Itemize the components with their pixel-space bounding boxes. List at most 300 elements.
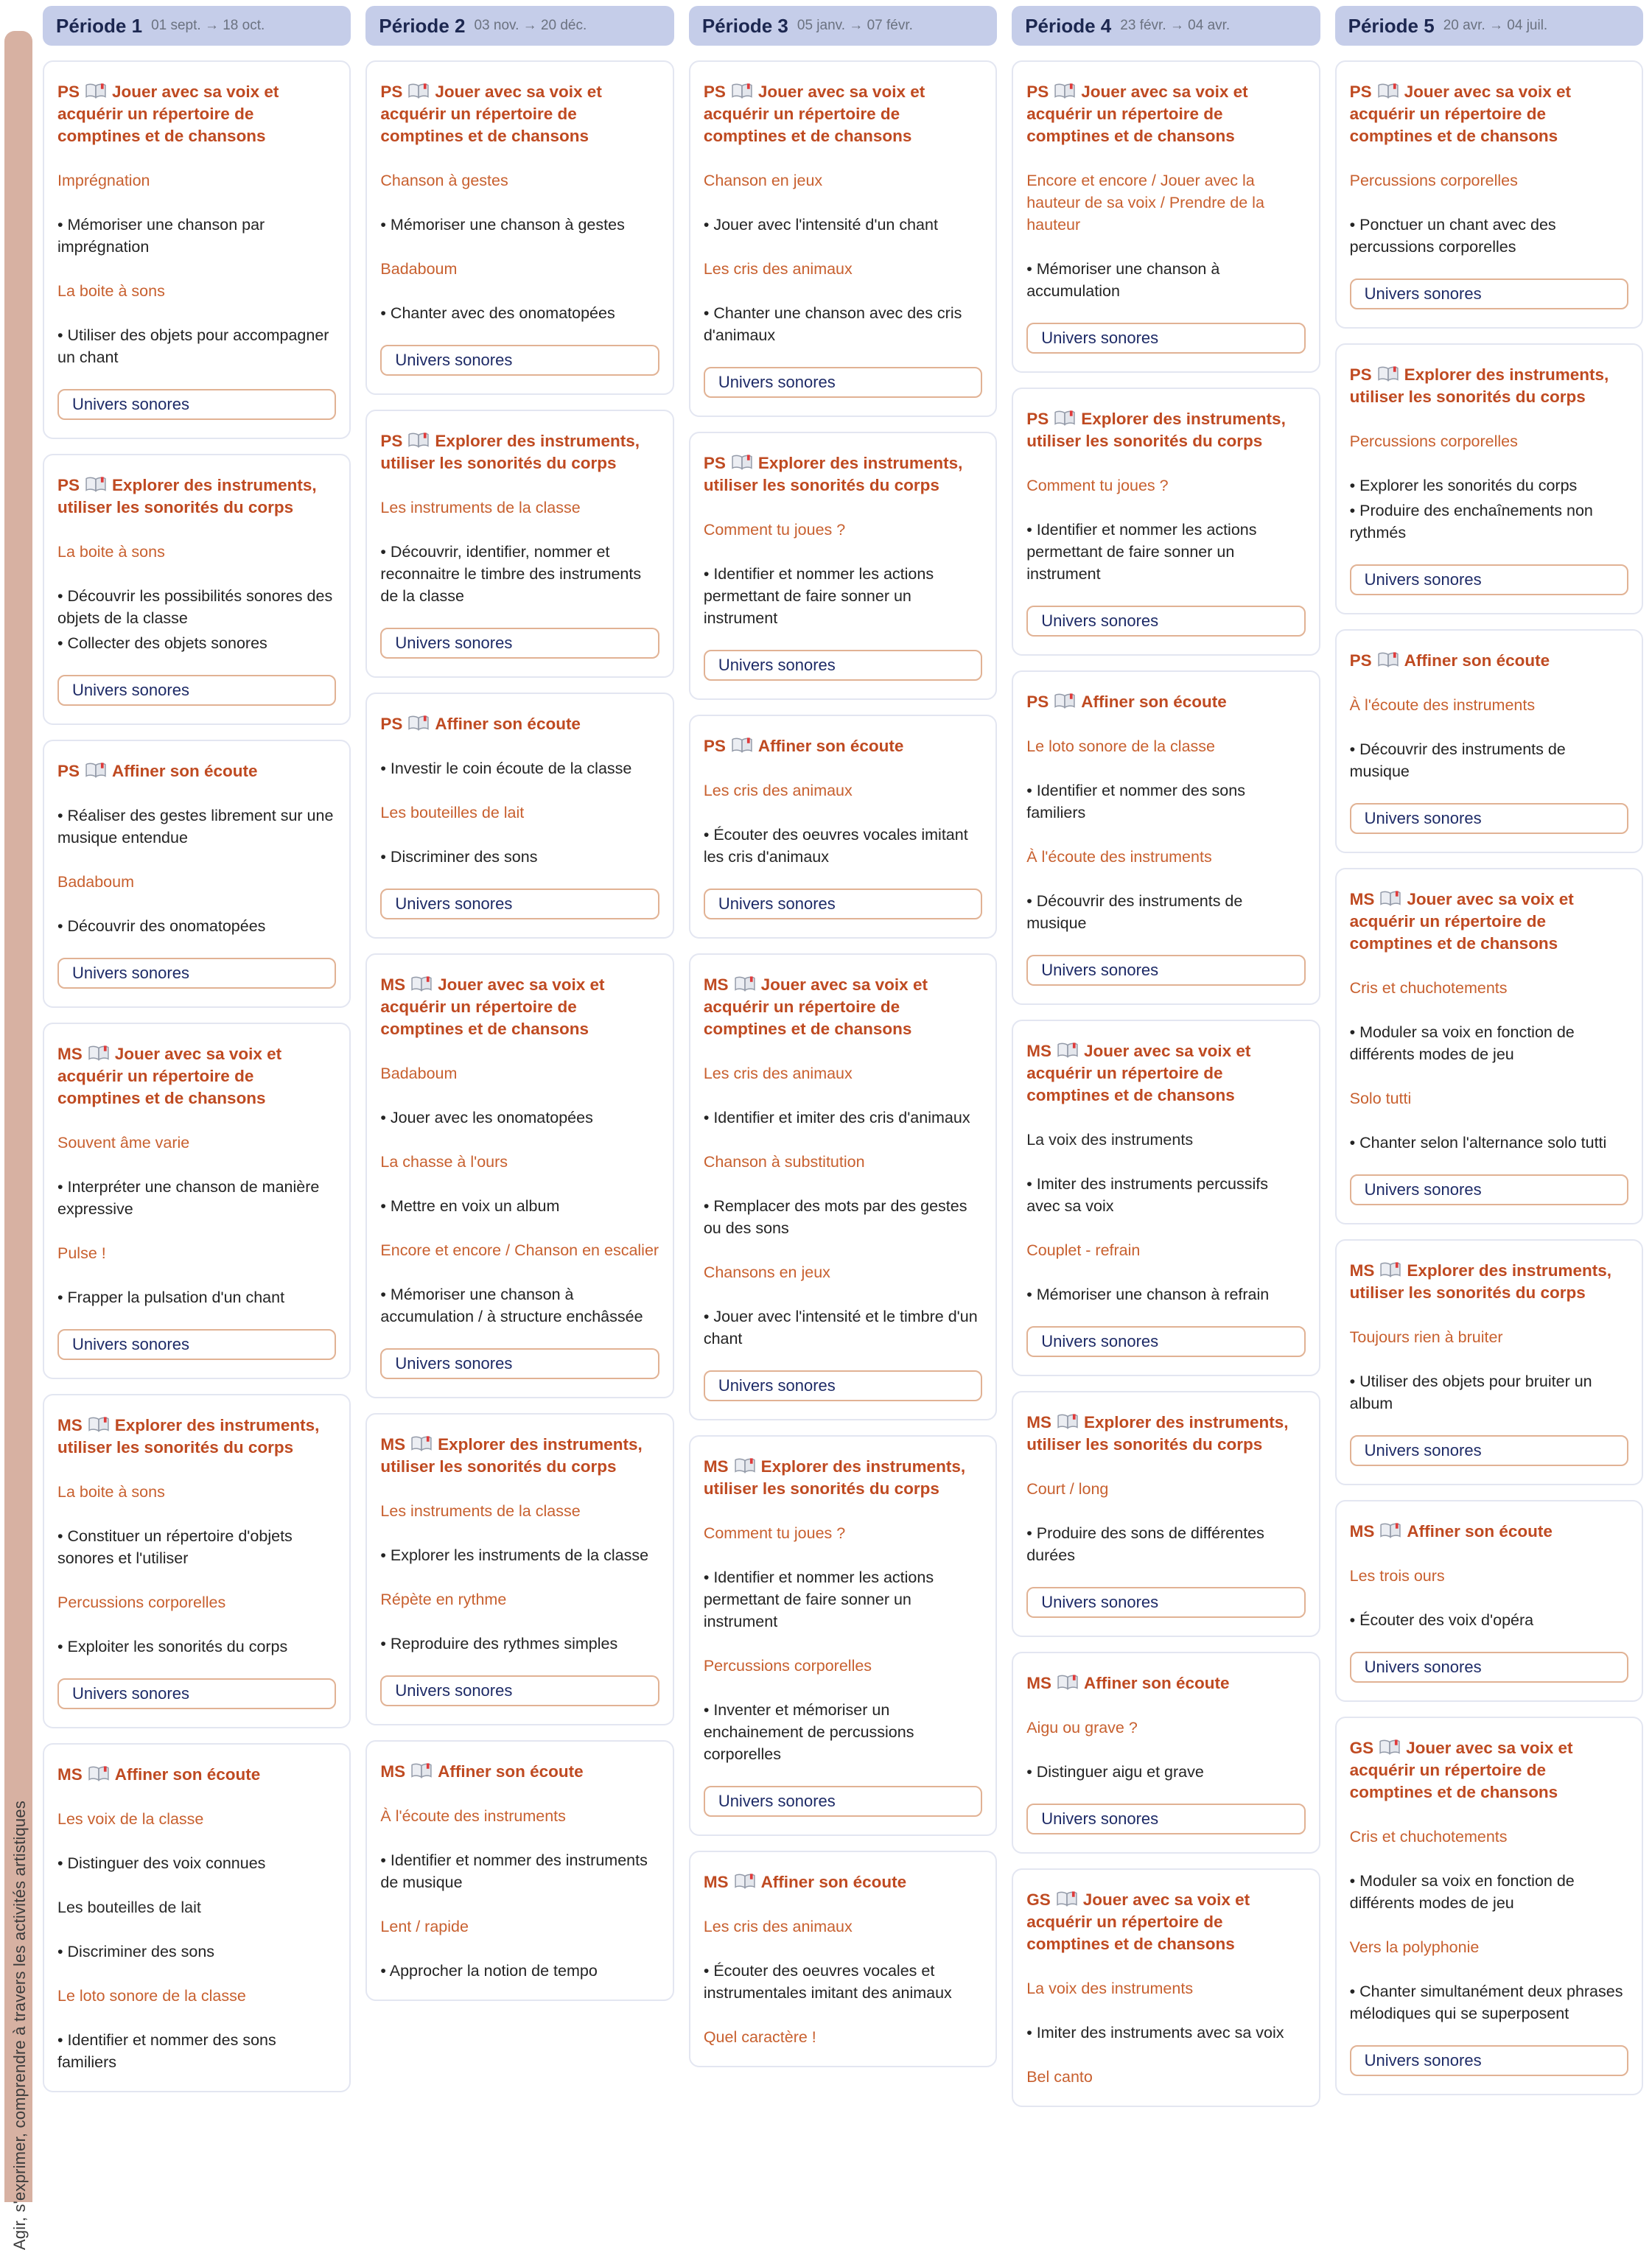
objective-bullet: • Découvrir les possibilités sonores des objets de la classe	[57, 585, 336, 629]
period-name: Période 2	[379, 14, 466, 37]
activity-card	[689, 715, 997, 939]
open-book-icon	[731, 83, 753, 100]
activity-link[interactable]: Les cris des animaux	[703, 1065, 853, 1082]
objective-bullet: • Identifier et nommer les actions permettant de faire sonner un instrument	[1026, 519, 1305, 585]
objective-bullet: • Jouer avec l'intensité et le timbre d'un chant	[704, 1306, 982, 1350]
open-book-icon	[1057, 1042, 1079, 1059]
activity-card	[689, 953, 997, 1420]
card-title[interactable]	[1350, 889, 1628, 955]
objective-bullet: • Moduler sa voix en fonction de différents modes de jeu	[1350, 1870, 1628, 1914]
period-name: Période 5	[1348, 14, 1435, 37]
card-title-text: Explorer des instruments, utiliser les sonorités du corps	[57, 1416, 320, 1457]
open-book-icon	[1057, 1674, 1079, 1692]
open-book-icon	[85, 762, 107, 779]
activity-link[interactable]: Les bouteilles de lait	[380, 804, 525, 821]
card-level: PS	[380, 715, 403, 733]
objective-bullet: • Réaliser des gestes librement sur une musique entendue	[57, 805, 336, 849]
activity-link[interactable]: Pulse !	[57, 1244, 106, 1262]
card-title-text: Jouer avec sa voix et acquérir un répertoire de comptines et de chansons	[703, 83, 925, 145]
objective-bullet: • Jouer avec les onomatopées	[380, 1107, 659, 1129]
open-book-icon	[1379, 1522, 1401, 1540]
univers-sonores-tag[interactable]: Univers sonores	[1026, 1804, 1305, 1834]
open-book-icon	[731, 737, 753, 754]
open-book-icon	[410, 1435, 433, 1453]
activity-link[interactable]: Lent / rapide	[380, 1918, 469, 1935]
card-title[interactable]	[704, 452, 982, 497]
objective-bullet: • Approcher la notion de tempo	[380, 1960, 659, 1982]
card-title-text: Jouer avec sa voix et acquérir un répertoire de comptines et de chansons	[1349, 1739, 1573, 1801]
card-title[interactable]	[380, 430, 659, 474]
card-title[interactable]	[1350, 81, 1628, 147]
activity-link[interactable]: À l'écoute des instruments	[1349, 696, 1536, 714]
open-book-icon	[85, 476, 107, 494]
card-level: MS	[1026, 1674, 1051, 1692]
activity-link[interactable]: La boite à sons	[57, 1483, 165, 1501]
card-level: PS	[57, 762, 80, 780]
univers-sonores-tag[interactable]: Univers sonores	[57, 958, 336, 989]
objective-bullet: • Utiliser des objets pour accompagner un chant	[57, 324, 336, 368]
open-book-icon	[1379, 1261, 1401, 1279]
card-level: PS	[703, 454, 726, 472]
card-title[interactable]	[1350, 1260, 1628, 1304]
open-book-icon	[1056, 1890, 1078, 1908]
objective-bullet: • Mémoriser une chanson à accumulation / à structure enchâssée	[380, 1283, 659, 1328]
activity-link[interactable]: Percussions corporelles	[1349, 432, 1518, 450]
univers-sonores-tag[interactable]: Univers sonores	[1026, 955, 1305, 986]
card-title-text: Explorer des instruments, utiliser les sonorités du corps	[1026, 410, 1286, 450]
open-book-icon	[85, 83, 107, 100]
objective-bullet: • Imiter des instruments avec sa voix	[1026, 2022, 1305, 2044]
open-book-icon	[410, 975, 433, 993]
objective-bullet: • Chanter une chanson avec des cris d'animaux	[704, 302, 982, 346]
card-level: MS	[703, 1873, 729, 1891]
card-title-text: Affiner son écoute	[1407, 1522, 1553, 1541]
open-book-icon	[410, 1762, 433, 1780]
objective-bullet: • Mettre en voix un album	[380, 1195, 659, 1217]
activity-card	[1335, 343, 1643, 614]
activity-link[interactable]: Cris et chuchotements	[1349, 1828, 1508, 1846]
univers-sonores-tag[interactable]: Univers sonores	[704, 650, 982, 681]
card-body	[1350, 430, 1628, 595]
card-level: PS	[703, 83, 726, 101]
objective-bullet: • Identifier et nommer des sons familiers	[57, 2029, 336, 2073]
sidebar-label: Agir, s'exprimer, comprendre à travers les activités artistiques	[10, 1800, 29, 2250]
objective-bullet: • Identifier et nommer les actions permettant de faire sonner un instrument	[704, 563, 982, 629]
activity-link[interactable]: Chanson en jeux	[703, 172, 823, 189]
open-book-icon	[407, 83, 430, 100]
period-dates: 03 nov. → 20 déc.	[474, 18, 587, 33]
objective-bullet: • Mémoriser une chanson à accumulation	[1026, 258, 1305, 302]
period-header	[1335, 6, 1643, 46]
period-column	[689, 6, 997, 2107]
card-body	[704, 1916, 982, 2048]
objective-bullet: • Découvrir des onomatopées	[57, 915, 336, 937]
card-level: PS	[1349, 83, 1372, 101]
univers-sonores-tag[interactable]: Univers sonores	[1026, 1587, 1305, 1618]
objective-bullet: • Exploiter les sonorités du corps	[57, 1636, 336, 1658]
card-level: MS	[1026, 1042, 1051, 1060]
activity-link[interactable]: Chansons en jeux	[703, 1264, 830, 1281]
card-body	[1350, 169, 1628, 309]
card-title-text: Jouer avec sa voix et acquérir un répertoire de comptines et de chansons	[57, 1045, 282, 1107]
card-title-text: Explorer des instruments, utiliser les sonorités du corps	[1026, 1413, 1289, 1454]
card-title[interactable]	[57, 1043, 336, 1110]
card-body	[1026, 474, 1305, 637]
activity-subtitle: La voix des instruments	[1026, 1131, 1194, 1149]
objective-bullet: • Distinguer des voix connues	[57, 1852, 336, 1874]
open-book-icon	[731, 454, 753, 472]
card-level: PS	[57, 476, 80, 494]
card-body	[380, 169, 659, 376]
activity-link[interactable]: Percussions corporelles	[1349, 172, 1518, 189]
activity-card	[689, 1851, 997, 2067]
card-body	[1350, 1326, 1628, 1466]
activity-link[interactable]: Encore et encore / Jouer avec la hauteur de sa voix / Prendre de la hauteur	[1026, 172, 1264, 234]
period-header	[365, 6, 673, 46]
card-title[interactable]	[57, 1764, 336, 1786]
card-level: MS	[57, 1045, 83, 1063]
univers-sonores-tag[interactable]: Univers sonores	[704, 1786, 982, 1817]
activity-link[interactable]: Badaboum	[380, 260, 458, 278]
card-title[interactable]	[57, 474, 336, 519]
open-book-icon	[734, 975, 756, 993]
univers-sonores-tag[interactable]: Univers sonores	[1026, 1326, 1305, 1357]
card-title[interactable]	[380, 1761, 659, 1783]
card-title[interactable]	[380, 974, 659, 1040]
columns	[43, 6, 1643, 2107]
activity-card	[365, 953, 673, 1398]
card-body	[380, 1500, 659, 1706]
card-level: PS	[703, 737, 726, 755]
period-column	[1335, 6, 1643, 2107]
card-body	[1350, 1826, 1628, 2076]
activity-link[interactable]: La boite à sons	[57, 543, 165, 561]
period-name: Période 1	[56, 14, 143, 37]
objective-bullet: • Identifier et nommer des instruments de musique	[380, 1849, 659, 1893]
open-book-icon	[1377, 83, 1399, 100]
open-book-icon	[88, 1045, 110, 1062]
period-column	[1012, 6, 1320, 2107]
card-level: PS	[1026, 693, 1049, 711]
card-title[interactable]	[380, 1434, 659, 1478]
activity-link[interactable]: Vers la polyphonie	[1349, 1938, 1480, 1956]
card-title-text: Jouer avec sa voix et acquérir un répertoire de comptines et de chansons	[1026, 1890, 1250, 1953]
card-title-text: Affiner son écoute	[1081, 693, 1227, 711]
univers-sonores-tag[interactable]: Univers sonores	[1350, 278, 1628, 309]
card-body	[704, 519, 982, 681]
card-level: MS	[1349, 1522, 1375, 1541]
objective-bullet: • Utiliser des objets pour bruiter un album	[1350, 1370, 1628, 1415]
univers-sonores-tag[interactable]: Univers sonores	[1026, 606, 1305, 637]
card-title-text: Explorer des instruments, utiliser les sonorités du corps	[1349, 1261, 1611, 1302]
card-level: PS	[380, 432, 403, 450]
univers-sonores-tag[interactable]: Univers sonores	[704, 367, 982, 398]
card-level: MS	[1349, 890, 1375, 908]
domain-sidebar	[4, 31, 32, 2250]
objective-bullet: • Découvrir des instruments de musique	[1350, 738, 1628, 782]
card-level: MS	[380, 975, 406, 994]
objective-bullet: • Découvrir, identifier, nommer et reconnaitre le timbre des instruments de la classe	[380, 541, 659, 607]
univers-sonores-tag[interactable]: Univers sonores	[57, 1329, 336, 1360]
card-level: GS	[1349, 1739, 1374, 1757]
card-body	[380, 757, 659, 919]
card-title-text: Jouer avec sa voix et acquérir un répertoire de comptines et de chansons	[703, 975, 928, 1038]
activity-card	[1335, 868, 1643, 1224]
period-dates: 23 févr. → 04 avr.	[1120, 18, 1231, 33]
activity-link[interactable]: La boite à sons	[57, 282, 165, 300]
card-body	[1026, 735, 1305, 986]
univers-sonores-tag[interactable]: Univers sonores	[57, 1678, 336, 1709]
card-title-text: Affiner son écoute	[757, 737, 904, 755]
univers-sonores-tag[interactable]: Univers sonores	[380, 1348, 659, 1379]
card-body	[1026, 1478, 1305, 1618]
card-level: MS	[57, 1416, 83, 1434]
activity-link[interactable]: Les cris des animaux	[703, 260, 853, 278]
activity-link[interactable]: Comment tu joues ?	[703, 521, 846, 539]
activity-link[interactable]: Couplet - refrain	[1026, 1241, 1141, 1259]
activity-link[interactable]: Aigu ou grave ?	[1026, 1719, 1138, 1736]
objective-bullet: • Chanter simultanément deux phrases mélodiques qui se superposent	[1350, 1980, 1628, 2025]
card-body	[380, 1805, 659, 1982]
period-column	[43, 6, 351, 2107]
activity-card	[365, 1413, 673, 1725]
activity-card	[689, 432, 997, 700]
activity-link[interactable]: Percussions corporelles	[703, 1657, 872, 1675]
card-level: PS	[57, 83, 80, 101]
card-body	[1350, 694, 1628, 834]
card-title-text: Affiner son écoute	[1404, 651, 1550, 670]
open-book-icon	[734, 1457, 756, 1475]
card-body	[1350, 977, 1628, 1205]
card-title[interactable]	[57, 81, 336, 147]
card-title[interactable]	[1026, 1889, 1305, 1955]
activity-link[interactable]: Badaboum	[380, 1065, 458, 1082]
card-level: PS	[1349, 365, 1372, 384]
univers-sonores-tag[interactable]: Univers sonores	[57, 389, 336, 420]
univers-sonores-tag[interactable]: Univers sonores	[1350, 564, 1628, 595]
activity-link[interactable]: Percussions corporelles	[57, 1594, 226, 1611]
card-level: MS	[1349, 1261, 1375, 1280]
card-body	[57, 1132, 336, 1360]
objective-bullet: • Frapper la pulsation d'un chant	[57, 1286, 336, 1308]
activity-link[interactable]: Quel caractère !	[703, 2028, 816, 2046]
activity-card	[689, 1435, 997, 1836]
activity-card	[1012, 60, 1320, 373]
activity-link[interactable]: Cris et chuchotements	[1349, 979, 1508, 997]
objective-bullet: • Collecter des objets sonores	[57, 632, 336, 654]
activity-card	[689, 60, 997, 417]
card-title[interactable]	[704, 81, 982, 147]
objective-bullet: • Découvrir des instruments de musique	[1026, 890, 1305, 934]
card-level: PS	[1026, 410, 1049, 428]
objective-bullet: • Jouer avec l'intensité d'un chant	[704, 214, 982, 236]
objective-bullet: • Reproduire des rythmes simples	[380, 1633, 659, 1655]
card-body	[57, 1808, 336, 2073]
objective-bullet: • Distinguer aigu et grave	[1026, 1761, 1305, 1783]
activity-link[interactable]: Le loto sonore de la classe	[57, 1987, 246, 2005]
card-title-text: Jouer avec sa voix et acquérir un répertoire de comptines et de chansons	[1026, 1042, 1251, 1104]
objective-bullet: • Moduler sa voix en fonction de différents modes de jeu	[1350, 1021, 1628, 1065]
card-title[interactable]	[1350, 650, 1628, 672]
card-level: MS	[57, 1765, 83, 1784]
card-body	[1026, 1129, 1305, 1357]
card-title[interactable]	[57, 1415, 336, 1459]
card-body	[57, 1481, 336, 1709]
open-book-icon	[1377, 651, 1399, 669]
activity-link[interactable]: Comment tu joues ?	[1026, 477, 1169, 494]
open-book-icon	[1054, 83, 1076, 100]
activity-card	[1012, 1391, 1320, 1637]
activity-card	[43, 60, 351, 439]
open-book-icon	[1054, 410, 1076, 427]
objective-bullet: • Imiter des instruments percussifs avec sa voix	[1026, 1173, 1305, 1217]
card-level: MS	[1026, 1413, 1051, 1431]
activity-link[interactable]: Les cris des animaux	[703, 782, 853, 799]
activity-card	[1012, 1868, 1320, 2107]
period-dates: 01 sept. → 18 oct.	[151, 18, 265, 33]
card-title[interactable]	[380, 81, 659, 147]
activity-card	[1012, 670, 1320, 1005]
card-title-text: Explorer des instruments, utiliser les sonorités du corps	[57, 476, 317, 516]
period-name: Période 3	[701, 14, 788, 37]
card-title[interactable]	[1026, 408, 1305, 452]
activity-link[interactable]: Solo tutti	[1349, 1090, 1412, 1107]
card-title[interactable]	[1350, 1737, 1628, 1804]
card-title[interactable]	[1350, 1521, 1628, 1543]
activity-card	[1335, 1500, 1643, 1702]
card-title-text: Jouer avec sa voix et acquérir un répertoire de comptines et de chansons	[380, 975, 605, 1038]
univers-sonores-tag[interactable]: Univers sonores	[380, 628, 659, 659]
card-title-text: Affiner son écoute	[438, 1762, 584, 1781]
activity-card	[365, 410, 673, 678]
card-title-text: Affiner son écoute	[435, 715, 581, 733]
activity-link[interactable]: La chasse à l'ours	[380, 1153, 508, 1171]
univers-sonores-tag[interactable]: Univers sonores	[380, 889, 659, 919]
card-title[interactable]	[704, 735, 982, 757]
univers-sonores-tag[interactable]: Univers sonores	[1350, 2045, 1628, 2076]
univers-sonores-tag[interactable]: Univers sonores	[57, 675, 336, 706]
activity-link[interactable]: Bel canto	[1026, 2068, 1093, 2086]
activity-link[interactable]: Encore et encore / Chanson en escalier	[380, 1241, 659, 1259]
activity-link[interactable]: Comment tu joues ?	[703, 1524, 846, 1542]
activity-link[interactable]: Le loto sonore de la classe	[1026, 737, 1215, 755]
period-header	[1012, 6, 1320, 46]
objective-bullet: • Explorer les instruments de la classe	[380, 1544, 659, 1566]
card-title-text: Explorer des instruments, utiliser les sonorités du corps	[1349, 365, 1609, 406]
activity-link[interactable]: Court / long	[1026, 1480, 1109, 1498]
card-title[interactable]	[704, 1871, 982, 1893]
activity-link[interactable]: Répète en rythme	[380, 1591, 507, 1608]
card-level: MS	[380, 1435, 406, 1454]
univers-sonores-tag[interactable]: Univers sonores	[380, 345, 659, 376]
card-body	[1026, 169, 1305, 354]
univers-sonores-tag[interactable]: Univers sonores	[704, 889, 982, 919]
card-title[interactable]	[57, 760, 336, 782]
card-title[interactable]	[1026, 1040, 1305, 1107]
objective-bullet: • Inventer et mémoriser un enchainement de percussions corporelles	[704, 1699, 982, 1765]
activity-link[interactable]: À l'écoute des instruments	[1026, 848, 1212, 866]
open-book-icon	[88, 1416, 110, 1434]
card-title-text: Explorer des instruments, utiliser les sonorités du corps	[380, 432, 640, 472]
univers-sonores-tag[interactable]: Univers sonores	[1350, 803, 1628, 834]
objective-bullet: • Discriminer des sons	[380, 846, 659, 868]
open-book-icon	[734, 1873, 756, 1890]
card-title[interactable]	[704, 974, 982, 1040]
card-title[interactable]	[1026, 81, 1305, 147]
period-header	[689, 6, 997, 46]
card-title[interactable]	[1026, 1412, 1305, 1456]
card-body	[704, 1522, 982, 1817]
card-title[interactable]	[704, 1456, 982, 1500]
activity-card	[43, 740, 351, 1008]
objective-bullet: • Ponctuer un chant avec des percussions corporelles	[1350, 214, 1628, 258]
objective-bullet: • Identifier et imiter des cris d'animaux	[704, 1107, 982, 1129]
activity-card	[43, 454, 351, 725]
card-title[interactable]	[380, 713, 659, 735]
open-book-icon	[1377, 365, 1399, 383]
card-level: MS	[703, 1457, 729, 1476]
activity-link[interactable]: Les trois ours	[1349, 1567, 1445, 1585]
activity-card	[1012, 1020, 1320, 1376]
univers-sonores-tag[interactable]: Univers sonores	[380, 1675, 659, 1706]
activity-link[interactable]: Souvent âme varie	[57, 1134, 190, 1152]
univers-sonores-tag[interactable]: Univers sonores	[1350, 1652, 1628, 1683]
card-body	[380, 1062, 659, 1379]
card-body	[1026, 1977, 1305, 2088]
card-title-text: Jouer avec sa voix et acquérir un répertoire de comptines et de chansons	[57, 83, 279, 145]
activity-card	[43, 1394, 351, 1728]
card-title-text: Affiner son écoute	[760, 1873, 907, 1891]
activity-link[interactable]: Les voix de la classe	[57, 1810, 204, 1828]
card-body	[57, 169, 336, 420]
card-title-text: Explorer des instruments, utiliser les sonorités du corps	[703, 1457, 966, 1498]
card-title-text: Affiner son écoute	[112, 762, 258, 780]
objective-bullet: • Écouter des voix d'opéra	[1350, 1609, 1628, 1631]
card-title-text: Jouer avec sa voix et acquérir un répertoire de comptines et de chansons	[380, 83, 602, 145]
univers-sonores-tag[interactable]: Univers sonores	[1350, 1435, 1628, 1466]
activity-subtitle: Les bouteilles de lait	[57, 1899, 201, 1916]
activity-link[interactable]: Les instruments de la classe	[380, 1502, 581, 1520]
univers-sonores-tag[interactable]: Univers sonores	[1026, 323, 1305, 354]
activity-link[interactable]: Les cris des animaux	[703, 1918, 853, 1935]
activity-card	[1012, 1652, 1320, 1854]
card-title-text: Explorer des instruments, utiliser les sonorités du corps	[380, 1435, 643, 1476]
activity-link[interactable]: À l'écoute des instruments	[380, 1807, 566, 1825]
open-book-icon	[1379, 1739, 1401, 1756]
objective-bullet: • Interpréter une chanson de manière expressive	[57, 1176, 336, 1220]
card-title[interactable]	[1026, 1672, 1305, 1694]
activity-card	[1335, 629, 1643, 853]
open-book-icon	[1057, 1413, 1079, 1431]
objective-bullet: • Identifier et nommer les actions permettant de faire sonner un instrument	[704, 1566, 982, 1633]
activity-link[interactable]: Toujours rien à bruiter	[1349, 1328, 1503, 1346]
activity-link[interactable]: Imprégnation	[57, 172, 150, 189]
period-dates: 20 avr. → 04 juil.	[1443, 18, 1548, 33]
activity-card	[43, 1023, 351, 1379]
activity-link[interactable]: Badaboum	[57, 873, 134, 891]
activity-link[interactable]: Les instruments de la classe	[380, 499, 581, 516]
objective-bullet: • Remplacer des mots par des gestes ou des sons	[704, 1195, 982, 1239]
objective-bullet: • Identifier et nommer des sons familiers	[1026, 779, 1305, 824]
univers-sonores-tag[interactable]: Univers sonores	[1350, 1174, 1628, 1205]
activity-link[interactable]: La voix des instruments	[1026, 1980, 1194, 1997]
period-header	[43, 6, 351, 46]
card-title[interactable]	[1026, 691, 1305, 713]
activity-link[interactable]: Chanson à gestes	[380, 172, 508, 189]
activity-link[interactable]: Chanson à substitution	[703, 1153, 865, 1171]
card-title[interactable]	[1350, 364, 1628, 408]
univers-sonores-tag[interactable]: Univers sonores	[704, 1370, 982, 1401]
